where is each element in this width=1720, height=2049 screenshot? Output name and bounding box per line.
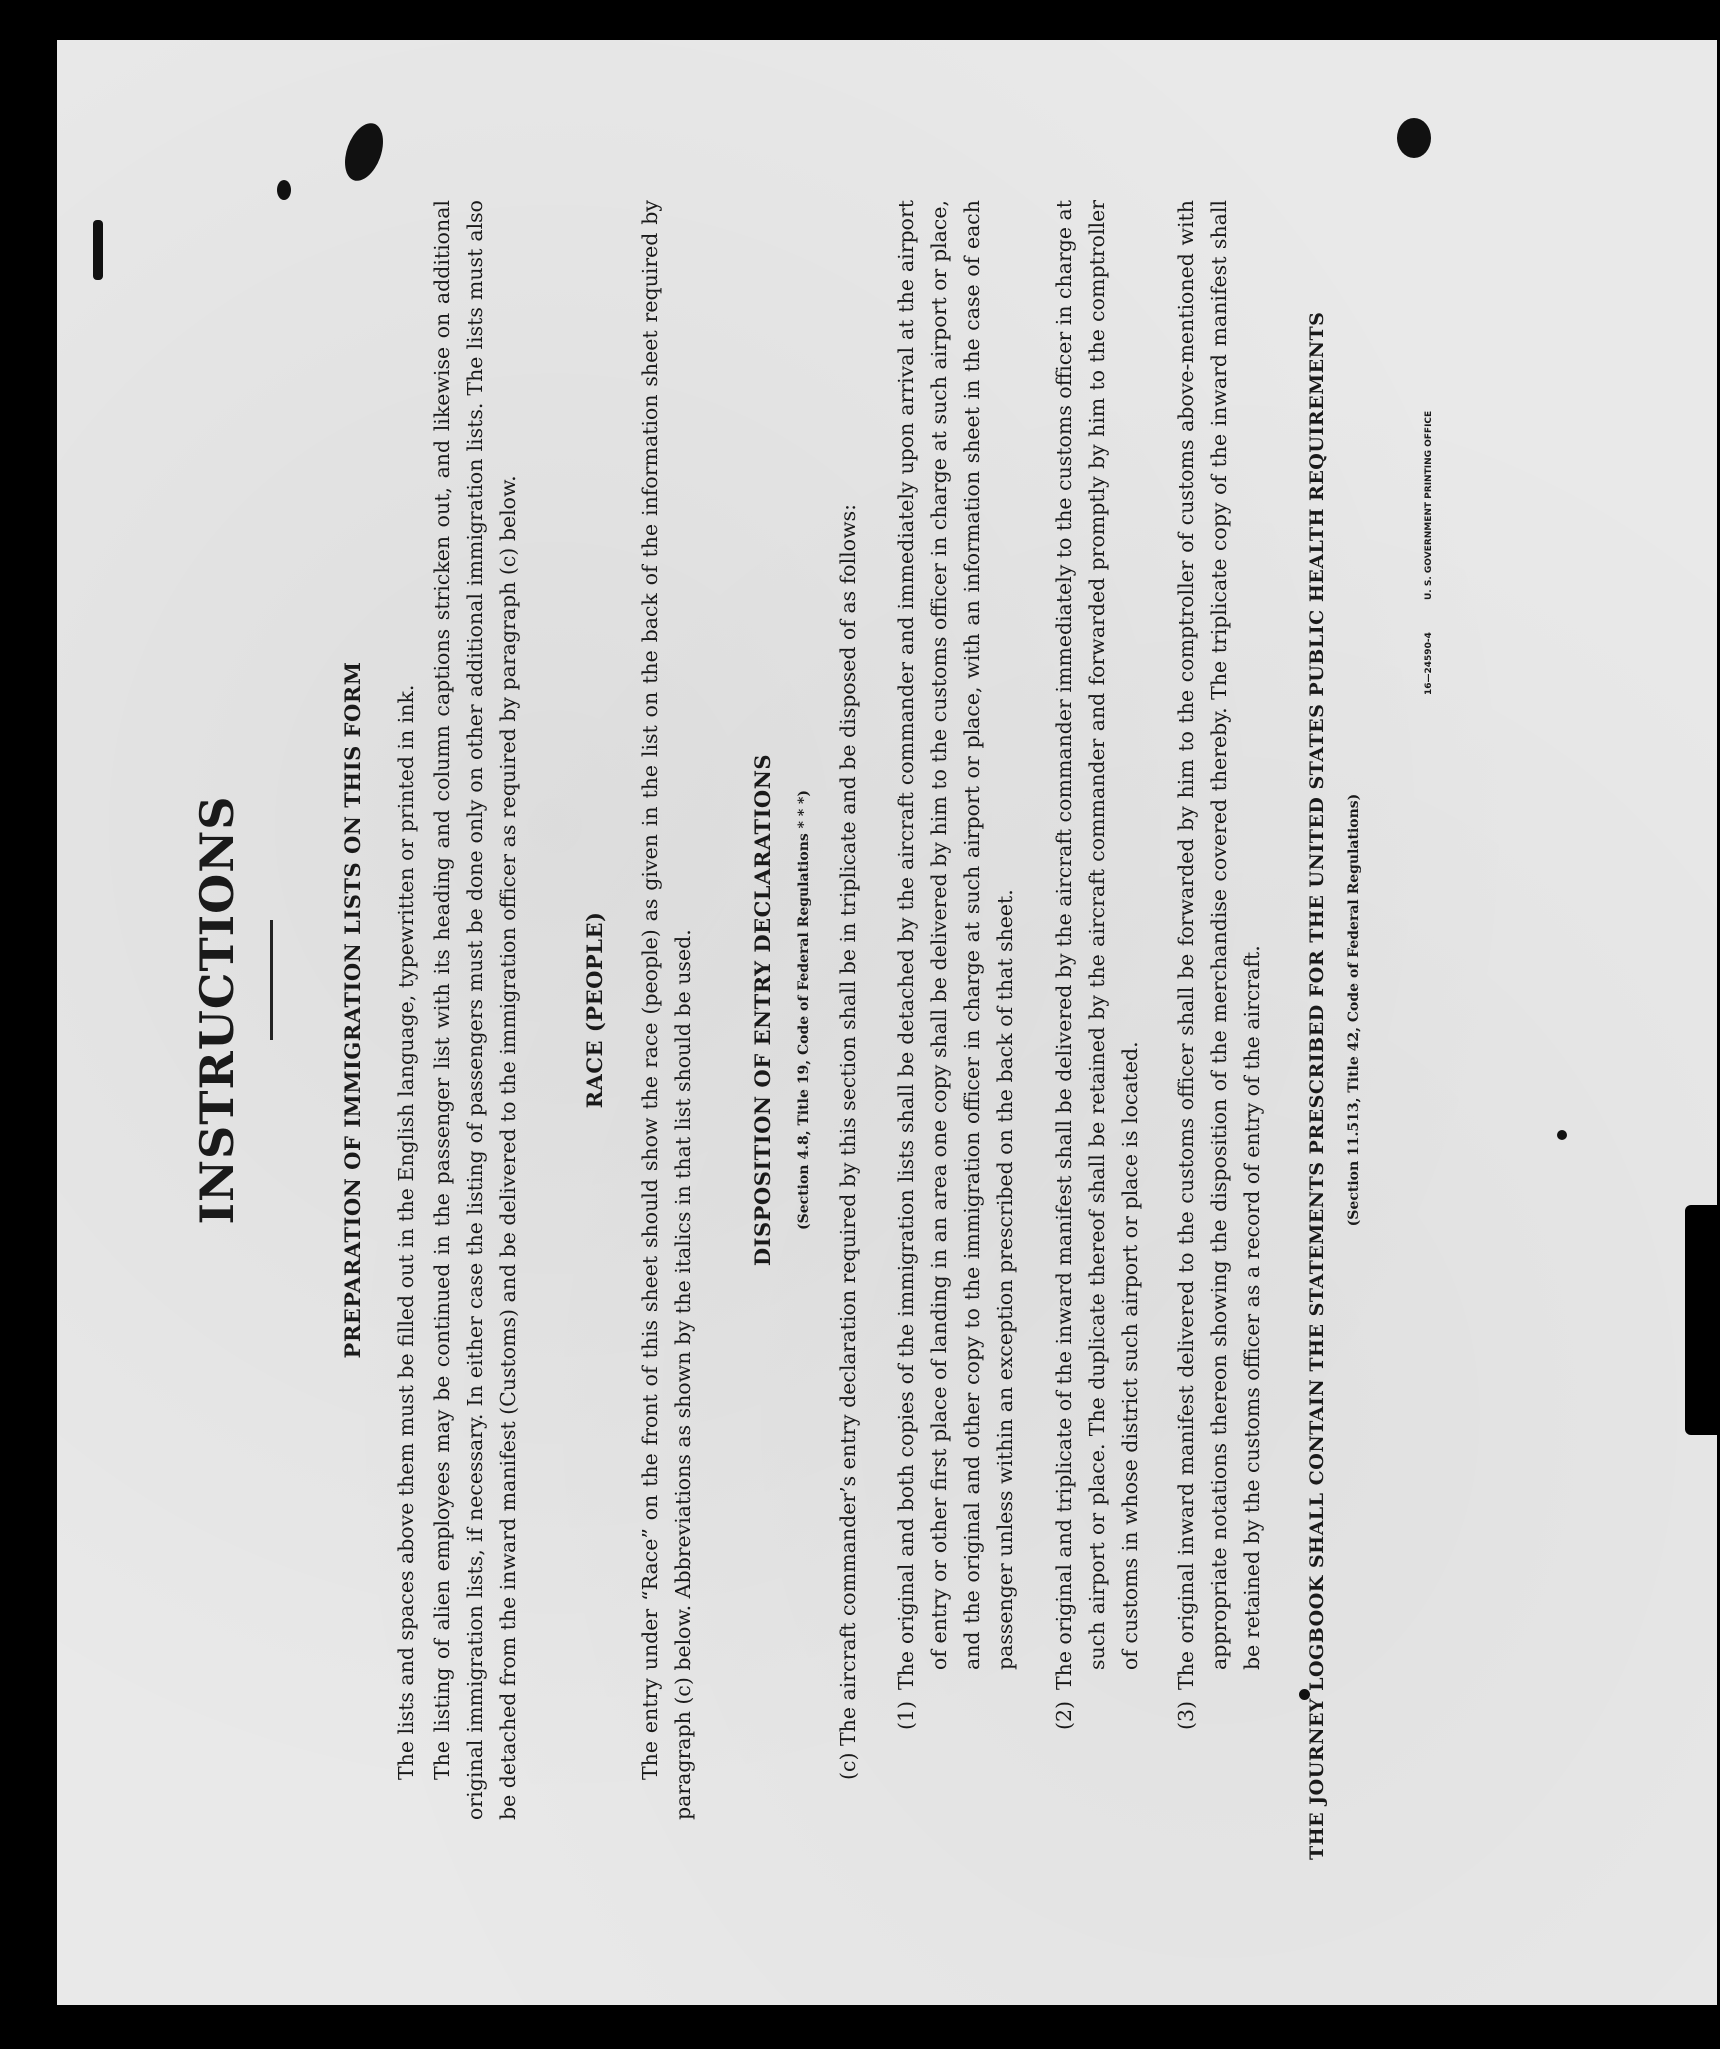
item-text: The original and both copies of the immigration lists shall be detached by the aircraft commander and immediately upon arrival at the airport of entry or other first place of landing in an area one copy shall be delivered by him to the customs officer in charge at such airport or place, and the original and other copy to the immigration officer in charge at such airport or place, with an information sheet in the case of each passenger unless within an exception prescribed on the back of that sheet. xyxy=(894,200,1017,1690)
item-number: (2) xyxy=(1052,1700,1076,1730)
item-text: The original inward manifest delivered to the customs officer shall be forwarded by him to the comptroller of customs above-mentioned with appropriate notations thereon showing the disposition of the merchandise covered thereby. The triplicate copy of the inward manifest shall be retained by the customs officer as a record of entry of the aircraft. xyxy=(1174,200,1264,1690)
title-rule xyxy=(270,920,273,1040)
instructions-content xyxy=(190,160,1490,1860)
page-title: INSTRUCTIONS xyxy=(190,795,244,1225)
item-number: (3) xyxy=(1174,1700,1198,1730)
journey-citation: (Section 11.513, Title 42, Code of Federal Regulations) xyxy=(1346,793,1362,1227)
printer-imprint: U. S. GOVERNMENT PRINTING OFFICE xyxy=(1424,410,1434,600)
ink-blot xyxy=(1557,1130,1567,1140)
ink-blot xyxy=(93,220,103,280)
item-text: The original and triplicate of the inward manifest shall be delivered by the aircraft commander immediately to the customs officer in charge at such airport or place. The duplicate thereof shall be retained by the aircraft commander and forwarded promptly by him to the comptroller of customs in whose district such airport or place is located. xyxy=(1052,200,1142,1690)
disposition-heading: DISPOSITION OF ENTRY DECLARATIONS xyxy=(750,753,775,1267)
form-number: 16—24590-4 xyxy=(1424,632,1434,695)
race-heading: RACE (PEOPLE) xyxy=(582,911,607,1109)
disposition-intro: (c) The aircraft commander’s entry declaration required by this section shall be in triplicate and be disposed of as follows: xyxy=(836,503,860,1780)
page-edge-notch xyxy=(1685,1205,1717,1435)
disposition-citation: (Section 4.8, Title 19, Code of Federal Regulations * * *) xyxy=(796,790,812,1230)
preparation-paragraph-1: The lists and spaces above them must be filled out in the English language, typewritten or printed in ink. xyxy=(394,684,418,1780)
item-number: (1) xyxy=(894,1700,918,1730)
preparation-paragraph-2: The listing of alien employees may be continued in the passenger list with its heading and column captions stricken out, and likewise on additional original immigration lists, if necessary. In either case the listing of passengers must be done only on other additional immigration lists. The lists must also be detached from the inward manifest (Customs) and be delivered to the immigration officer as required by paragraph (c) below. xyxy=(430,200,520,1820)
race-paragraph: The entry under “Race” on the front of this sheet should show the race (people) as given in the list on the back of the information sheet required by paragraph (c) below. Abbreviations as shown by the italics in that list should be used. xyxy=(638,200,695,1820)
journey-heading: THE JOURNEY LOGBOOK SHALL CONTAIN THE STATEMENTS PRESCRIBED FOR THE UNITED STATES PUBLIC HEALTH REQUIREMENTS xyxy=(1306,311,1328,1860)
disposition-item-2 xyxy=(1048,200,1158,1730)
disposition-item-1 xyxy=(890,200,1030,1730)
disposition-item-3 xyxy=(1170,200,1280,1730)
preparation-heading: PREPARATION OF IMMIGRATION LISTS ON THIS FORM xyxy=(340,661,365,1359)
ink-blot xyxy=(1397,118,1431,158)
